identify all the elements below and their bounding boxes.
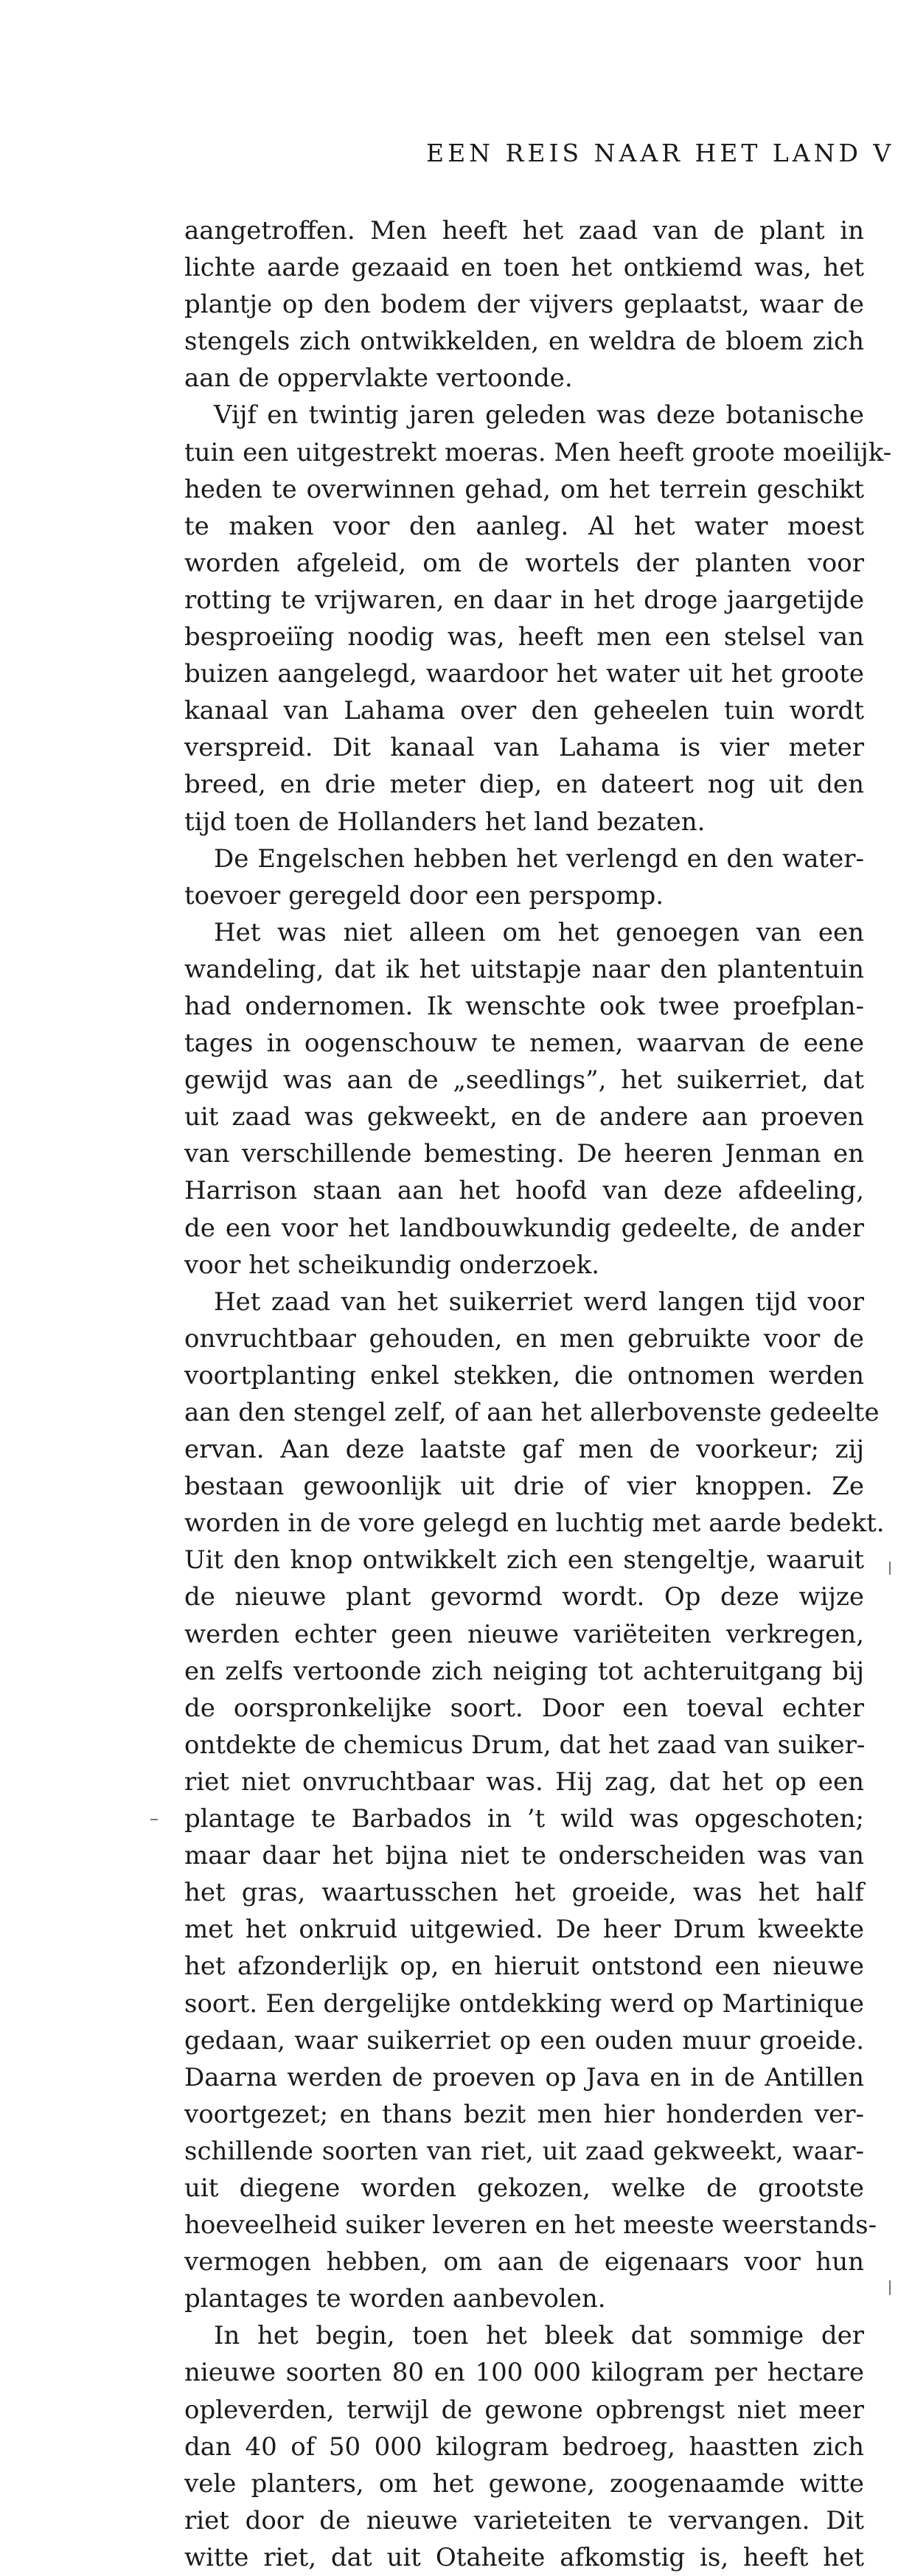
text-line: tages in oogenschouw te nemen, waarvan de eene (184, 1028, 864, 1059)
text-line: De Engelschen hebben het verlengd en den water- (214, 843, 864, 874)
text-line: schillende soorten van riet, uit zaad gekweekt, waar- (184, 2136, 864, 2166)
text-line: nieuwe soorten 80 en 100 000 kilogram per hectare (184, 2358, 864, 2388)
text-line: worden afgeleid, om de wortels der planten voor (184, 548, 864, 578)
margin-mark (889, 1562, 891, 1575)
text-line: bestaan gewoonlijk uit drie of vier knoppen. Ze (184, 1472, 864, 1502)
text-line: het gras, waartusschen het groeide, was het half (184, 1878, 864, 1908)
text-line: tuin een uitgestrekt moeras. Men heeft groote moeilijk- (184, 437, 892, 467)
text-line: vele planters, om het gewone, zoogenaamde witte (184, 2468, 864, 2499)
text-line: riet niet onvruchtbaar was. Hij zag, dat het op een (184, 1766, 864, 1797)
text-line: dan 40 of 50 000 kilogram bedroeg, haastten zich (184, 2431, 864, 2462)
text-line: plantages te worden aanbevolen. (184, 2284, 606, 2314)
text-line: voor het scheikundig onderzoek. (184, 1250, 600, 1280)
text-line: witte riet, dat uit Otaheite afkomstig is, heeft het (184, 2542, 864, 2572)
text-line: kanaal van Lahama over den geheelen tuin wordt (184, 696, 864, 726)
text-line: plantage te Barbados in ’t wild was opgeschoten; (184, 1804, 864, 1834)
text-line: breed, en drie meter diep, en dateert nog uit den (184, 770, 864, 800)
text-line: vermogen hebben, om aan de eigenaars voor hun (184, 2247, 864, 2277)
body-text (184, 212, 892, 2576)
text-line: Daarna werden de proeven op Java en in de Antillen (184, 2062, 864, 2092)
text-line: stengels zich ontwikkelden, en weldra de bloem zich (184, 327, 864, 357)
margin-mark (889, 2280, 891, 2295)
text-line: het afzonderlijk op, en hieruit ontstond een nieuwe (184, 1952, 864, 1982)
text-line: had ondernomen. Ik wenschte ook twee proefplan- (184, 991, 864, 1021)
text-line: riet door de nieuwe varieteiten te vervangen. Dit (184, 2505, 864, 2535)
text-line: verspreid. Dit kanaal van Lahama is vier meter (184, 733, 864, 763)
text-line: met het onkruid uitgewied. De heer Drum kweekte (184, 1915, 864, 1945)
text-line: voortplanting enkel stekken, die ontnomen werden (184, 1360, 864, 1390)
text-line: aangetroffen. Men heeft het zaad van de plant in (184, 216, 864, 246)
text-line: aan de oppervlakte vertoonde. (184, 363, 573, 394)
text-line: uit diegene worden gekozen, welke de grootste (184, 2173, 864, 2203)
text-line: gedaan, waar suikerriet op een ouden muur groeide. (184, 2025, 864, 2055)
text-line: ervan. Aan deze laatste gaf men de voorkeur; zij (184, 1435, 864, 1465)
text-line: werden echter geen nieuwe variëteiten verkregen, (184, 1619, 864, 1649)
text-line: onvruchtbaar gehouden, en men gebruikte voor de (184, 1323, 864, 1354)
text-line: worden in de vore gelegd en luchtig met aarde bedekt. (184, 1508, 885, 1539)
text-line: Het was niet alleen om het genoegen van een (214, 917, 864, 947)
text-line: Harrison staan aan het hoofd van deze afdeeling, (184, 1176, 864, 1206)
text-line: te maken voor den aanleg. Al het water moest (184, 511, 864, 541)
text-line: wandeling, dat ik het uitstapje naar den plantentuin (184, 954, 864, 984)
text-line: besproeiïng noodig was, heeft men een stelsel van (184, 622, 864, 652)
text-line: Het zaad van het suikerriet werd langen tijd voor (214, 1287, 864, 1317)
text-line: Uit den knop ontwikkelt zich een stengeltje, waaruit (184, 1545, 864, 1576)
margin-mark (150, 1819, 158, 1820)
text-line: ontdekte de chemicus Drum, dat het zaad van suiker- (184, 1730, 866, 1760)
text-line: hoeveelheid suiker leveren en het meeste weerstands- (184, 2210, 877, 2241)
text-line: uit zaad was gekweekt, en de andere aan proeven (184, 1102, 864, 1132)
text-line: voortgezet; en thans bezit men hier honderden ver- (184, 2099, 864, 2129)
text-line: Vijf en twintig jaren geleden was deze botanische (214, 400, 864, 431)
text-line: aan den stengel zelf, of aan het allerbovenste gedeelte (184, 1398, 880, 1427)
text-line: en zelfs vertoonde zich neiging tot achteruitgang bij (184, 1656, 864, 1686)
text-line: soort. Een dergelijke ontdekking werd op Martinique (184, 1988, 864, 2019)
text-line: buizen aangelegd, waardoor het water uit het groote (184, 659, 864, 689)
text-line: toevoer geregeld door een perspomp. (184, 880, 664, 911)
text-line: lichte aarde gezaaid en toen het ontkiemd was, het (184, 253, 864, 283)
running-head: EEN REIS NAAR HET LAND V (426, 139, 895, 167)
text-line: heden te overwinnen gehad, om het terrein geschikt (184, 474, 864, 504)
text-line: plantje op den bodem der vijvers geplaatst, waar de (184, 290, 864, 320)
text-line: maar daar het bijna niet te onderscheiden was van (184, 1841, 864, 1871)
text-line: de oorspronkelijke soort. Door een toeval echter (184, 1693, 864, 1723)
text-line: de nieuwe plant gevormd wordt. Op deze wijze (184, 1582, 864, 1612)
text-line: In het begin, toen het bleek dat sommige der (214, 2321, 864, 2351)
text-line: van verschillende bemesting. De heeren Jenman en (184, 1139, 864, 1169)
text-line: de een voor het landbouwkundig gedeelte, de ander (184, 1213, 864, 1243)
text-line: rotting te vrijwaren, en daar in het droge jaargetijde (184, 585, 864, 615)
text-line: tijd toen de Hollanders het land bezaten. (184, 807, 706, 837)
text-line: gewijd was aan de „seedlings”, het suikerriet, dat (184, 1065, 864, 1096)
text-line: opleverden, terwijl de gewone opbrengst niet meer (184, 2395, 864, 2425)
